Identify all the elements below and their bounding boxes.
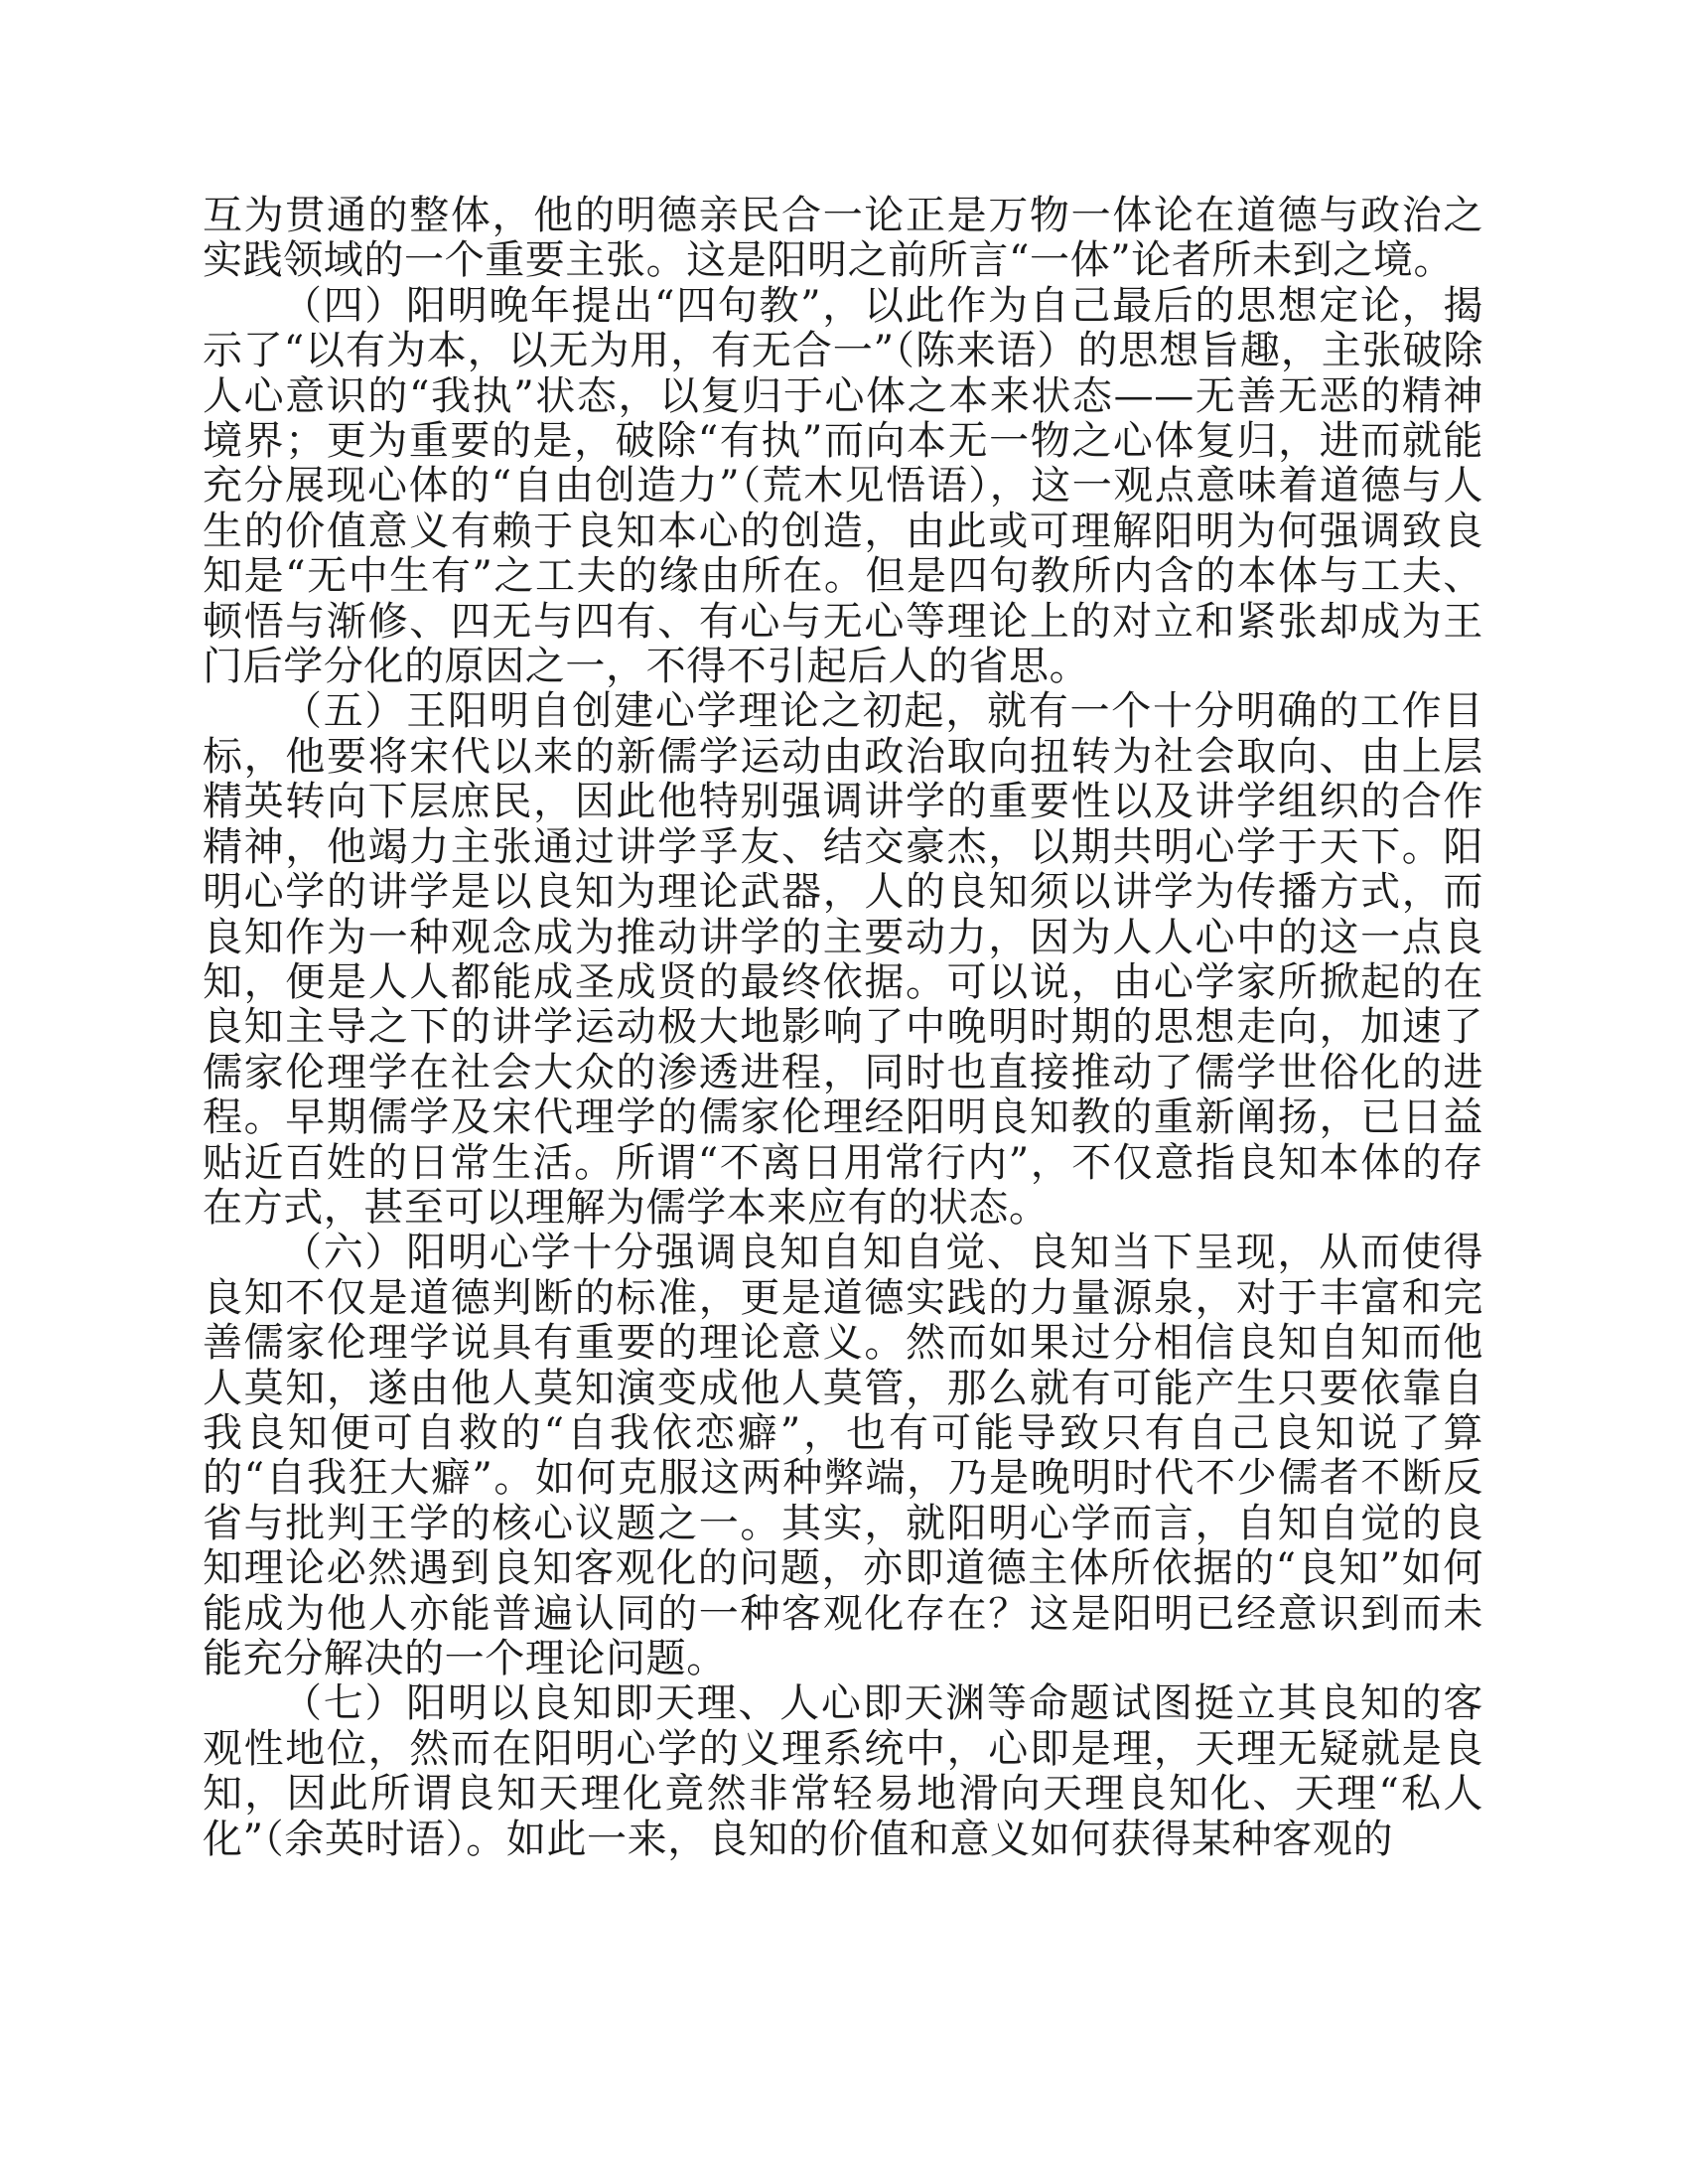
paragraph-heavenly-principle: （七）阳明以良知即天理、人心即天渊等命题试图挺立其良知的客观性地位，然而在阳明心学的义理系统中，心即是理，天理无疑就是良知，因此所谓良知天理化竟然非常轻易地滑向天理良知化、天理“私人化”（余英时语）。如此一来，良知的价值和意义如何获得某种客观的 <box>203 1680 1483 1862</box>
paragraph-self-knowledge: （六）阳明心学十分强调良知自知自觉、良知当下呈现，从而使得良知不仅是道德判断的标准，更是道德实践的力量源泉，对于丰富和完善儒家伦理学说具有重要的理论意义。然而如果过分相信良知自知而他人莫知，遂由他人莫知演变成他人莫管，那么就有可能产生只要依靠自我良知便可自救的“自我依恋癖”，也有可能导致只有自己良知说了算的“自我狂大癖”。如何克服这两种弊端，乃是晚明时代不少儒者不断反省与批判王学的核心议题之一。其实，就阳明心学而言，自知自觉的良知理论必然遇到良知客观化的问题，亦即道德主体所依据的“良知”如何能成为他人亦能普遍认同的一种客观化存在？这是阳明已经意识到而未能充分解决的一个理论问题。 <box>203 1230 1483 1681</box>
paragraph-lecturing-movement: （五）王阳明自创建心学理论之初起，就有一个十分明确的工作目标，他要将宋代以来的新儒学运动由政治取向扭转为社会取向、由上层精英转向下层庶民，因此他特别强调讲学的重要性以及讲学组织的合作精神，他竭力主张通过讲学孚友、结交豪杰，以期共明心学于天下。阳明心学的讲学是以良知为理论武器，人的良知须以讲学为传播方式，而良知作为一种观念成为推动讲学的主要动力，因为人人心中的这一点良知，便是人人都能成圣成贤的最终依据。可以说，由心学家所掀起的在良知主导之下的讲学运动极大地影响了中晚明时期的思想走向，加速了儒家伦理学在社会大众的渗透进程，同时也直接推动了儒学世俗化的进程。早期儒学及宋代理学的儒家伦理经阳明良知教的重新阐扬，已日益贴近百姓的日常生活。所谓“不离日用常行内”，不仅意指良知本体的存在方式，甚至可以理解为儒学本来应有的状态。 <box>203 688 1483 1231</box>
paragraph-four-sentence-teaching: （四）阳明晚年提出“四句教”，以此作为自己最后的思想定论，揭示了“以有为本，以无为用，有无合一”（陈来语）的思想旨趣，主张破除人心意识的“我执”状态，以复归于心体之本来状态——无善无恶的精神境界；更为重要的是，破除“有执”而向本无一物之心体复归，进而就能充分展现心体的“自由创造力”（荒木见悟语），这一观点意味着道德与人生的价值意义有赖于良知本心的创造，由此或可理解阳明为何强调致良知是“无中生有”之工夫的缘由所在。但是四句教所内含的本体与工夫、顿悟与渐修、四无与四有、有心与无心等理论上的对立和紧张却成为王门后学分化的原因之一，不得不引起后人的省思。 <box>203 282 1483 690</box>
document-page <box>203 194 1483 1862</box>
paragraph-continuation: 互为贯通的整体，他的明德亲民合一论正是万物一体论在道德与政治之实践领域的一个重要主张。这是阳明之前所言“一体”论者所未到之境。 <box>203 193 1483 284</box>
